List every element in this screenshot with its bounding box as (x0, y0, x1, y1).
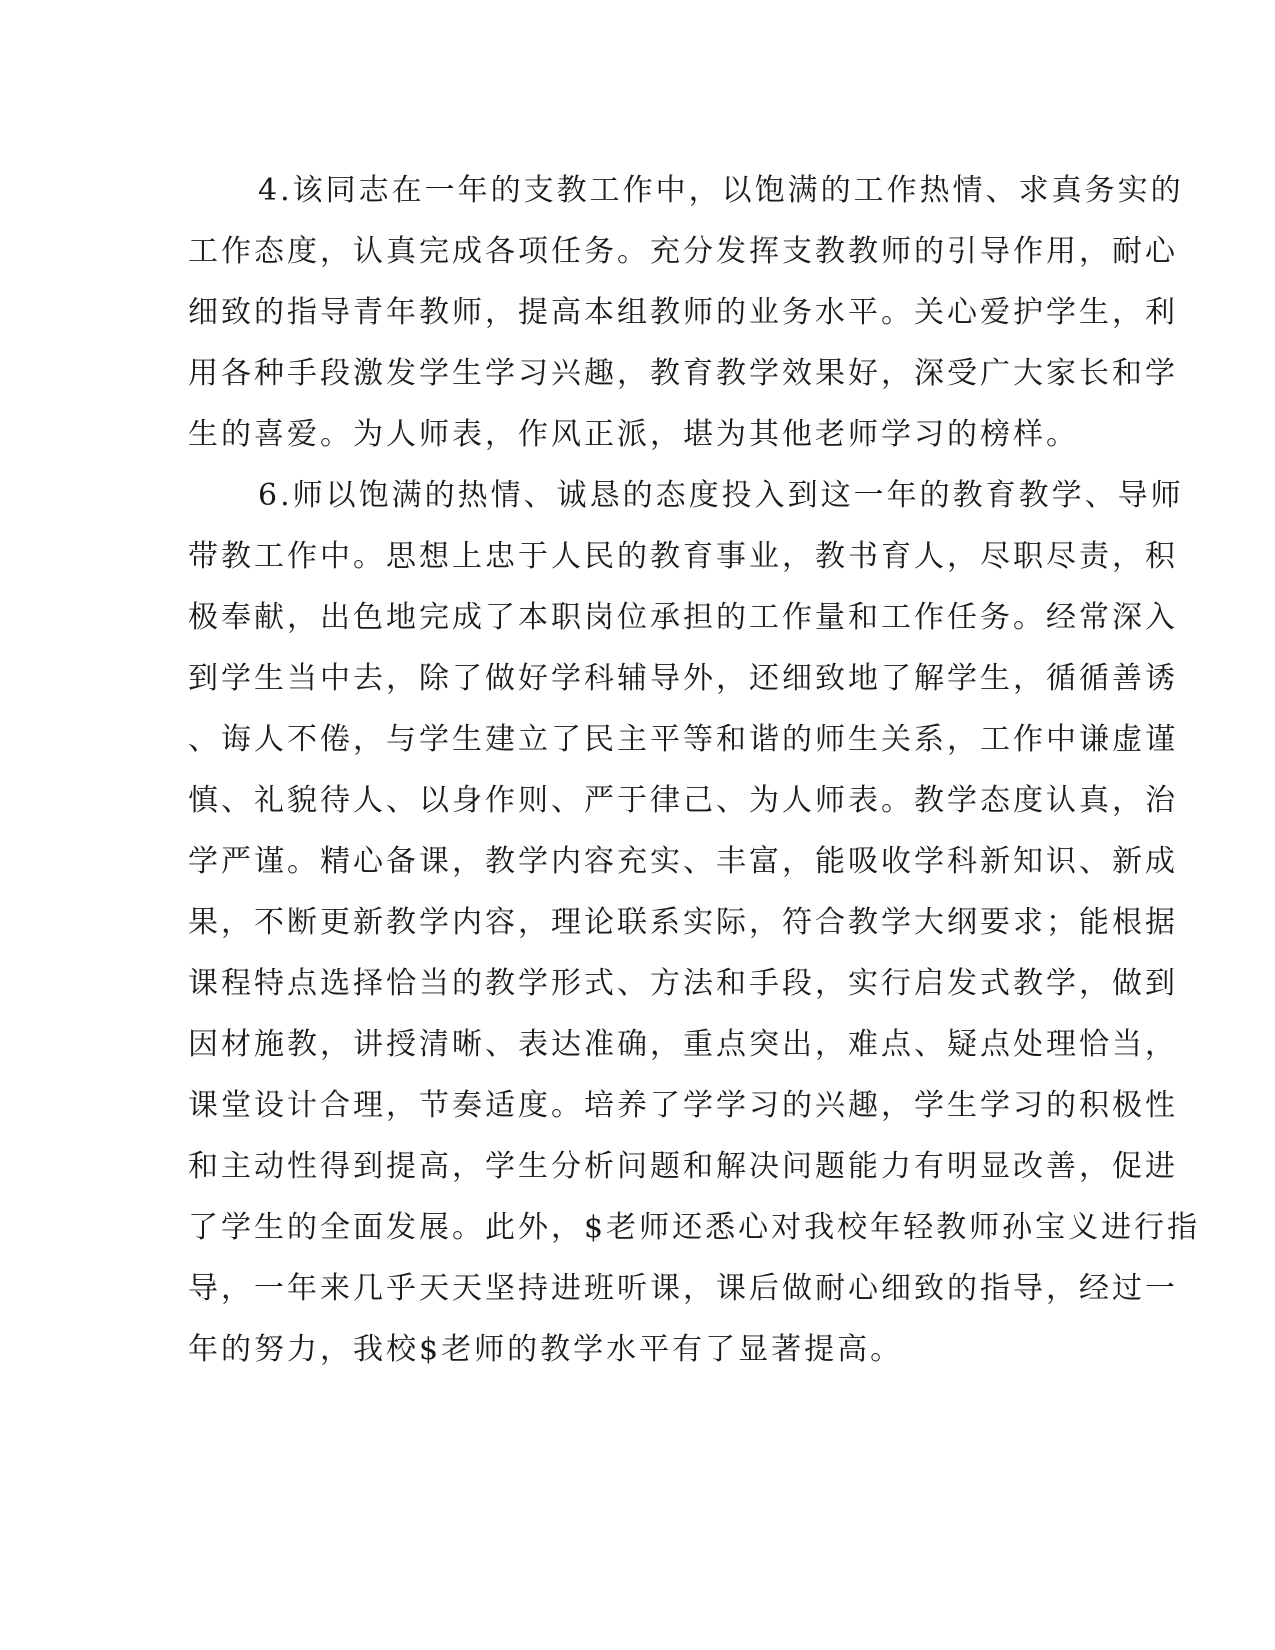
text-line: 带教工作中。思想上忠于人民的教育事业，教书育人，尽职尽责，积 (188, 539, 1178, 574)
text-line: 细致的指导青年教师，提高本组教师的业务水平。关心爱护学生，利 (188, 295, 1178, 330)
text-line: 生的喜爱。为人师表，作风正派，堪为其他老师学习的榜样。 (188, 417, 1079, 452)
paragraph-4 (188, 160, 1184, 465)
text-line: 和主动性得到提高，学生分析问题和解决问题能力有明显改善，促进 (188, 1149, 1178, 1184)
text-line: 、诲人不倦，与学生建立了民主平等和谐的师生关系，工作中谦虚谨 (188, 722, 1178, 757)
text-line: 年的努力，我校$老师的教学水平有了显著提高。 (188, 1332, 904, 1367)
text-line: 果，不断更新教学内容，理论联系实际，符合教学大纲要求；能根据 (188, 905, 1178, 940)
paragraph-6 (188, 465, 1201, 1380)
text-line: 因材施教，讲授清晰、表达准确，重点突出，难点、疑点处理恰当， (188, 1027, 1178, 1062)
text-line: 学严谨。精心备课，教学内容充实、丰富，能吸收学科新知识、新成 (188, 844, 1178, 879)
body-text (188, 160, 1201, 1380)
text-line: 慎、礼貌待人、以身作则、严于律己、为人师表。教学态度认真，治 (188, 783, 1178, 818)
text-line: 了学生的全面发展。此外，$老师还悉心对我校年轻教师孙宝义进行指 (188, 1210, 1201, 1245)
text-line: 导，一年来几乎天天坚持进班听课，课后做耐心细致的指导，经过一 (188, 1271, 1178, 1306)
text-line: 工作态度，认真完成各项任务。充分发挥支教教师的引导作用，耐心 (188, 234, 1178, 269)
text-line: 用各种手段激发学生学习兴趣，教育教学效果好，深受广大家长和学 (188, 356, 1178, 391)
text-line: 4.该同志在一年的支教工作中，以饱满的工作热情、求真务实的 (258, 173, 1184, 208)
text-line: 6.师以饱满的热情、诚恳的态度投入到这一年的教育教学、导师 (258, 478, 1184, 513)
text-line: 极奉献，出色地完成了本职岗位承担的工作量和工作任务。经常深入 (188, 600, 1178, 635)
text-line: 课堂设计合理，节奏适度。培养了学学习的兴趣，学生学习的积极性 (188, 1088, 1178, 1123)
text-line: 课程特点选择恰当的教学形式、方法和手段，实行启发式教学，做到 (188, 966, 1178, 1001)
text-line: 到学生当中去，除了做好学科辅导外，还细致地了解学生，循循善诱 (188, 661, 1178, 696)
